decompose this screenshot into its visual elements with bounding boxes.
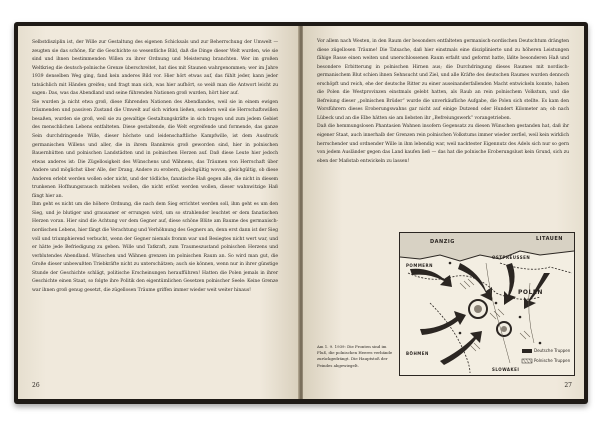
paragraph: Daß die hemmungslosen Phantasien Wahnen insofern Gegensatz zu diesen Wünschen gestanden hat, daß ihr eigener Staat, auch innerhalb der Grenzen rein polnischen Volkstums immer wieder zerfiel, weil kein wirklich herrschender und ordnender Wille in ihm lebendig war, weil nacktester Eigennutz des Adels sich nur so gern von jedem Ausländer gegen das Land kaufen ließ — das hat die polnische Eroberungslust kein Grund, sich zu eben der Maßstab entwickeln zu lassen! (317, 124, 569, 164)
german-advance (420, 311, 466, 335)
paragraph: Vor allem nach Westen, in den Raum der besonders entfalteten germanisch-nordischen Deutschtum drängten diese zügellosen Träume! Die Tatsache, daß hier einstmals eine disziplinierte und zu höheren Leistungen fähige Rasse einen weiten und unerschlossenen Raum erfaßt und geformt hatte, läßte besonderen Haß und besondere Erbitterung in polnischen Hirnen aus; die Durchdringung dieses Raumes mit nordisch-germanischem Blut schien ihnen Sehnsucht und Ziel, und alle Kräfte des deutschen Raumes wurden dennoch erschöpft und reich, ehe der deutsche Ritter zu einer auseinanderfallenden Macht entwickeln konnte, haben die Polen die Westprovinzen einstmals gelebt hatten, als Raub an rein polnischem Volkstum, und die Befreiung dieser „polnischen Brüder“ wurde die unverkäufliche Aufgabe, die Polen sich stellte. Es kam den Worsführern dieses Eroberungswahns gar nicht auf einige Dutzend oder Hundert Kilometer an; ob nach Lübeck und an die Elbe hätten sie am liebsten ihr „Befreiungswerk“ vorangetrieben. (317, 39, 569, 121)
legend-swatch-german (522, 349, 532, 353)
legend-german: Deutsche Truppen (534, 348, 571, 353)
map-caption: Am 1. 9. 1939: Die Fronten sind im Fluß, die polnischen Heeres verbände zurückgedrängt. Die Hauptstoß der Feindes abgewiegelt. (317, 344, 393, 368)
map-label-danzig: DANZIG (430, 239, 455, 245)
map-label-ostpreussen: OSTPREUSSEN (492, 255, 531, 260)
page-number: 27 (564, 382, 572, 389)
open-book (14, 22, 588, 404)
map-label-slowakei: SLOWAKEI (492, 367, 520, 372)
paragraph: Sie wurden ja nicht etwa groß, diese führenden Nationen des Abendlandes, weil sie in einem ewigen träumenden und passiven Zustand die Umwelt auf sich wirken ließen, sondern weil sie Herrschaftswillen besaßen, wurden sie groß, weil sie zu gewaltige Gestaltungskräfte in sich trugen und zum jedem Gebiet des menschlichen Lebens entfalteten. Diese gestaltende, die Welt ergreifende und formende, das ganze Sein durchdringende Wille, dieser höchste und leidenschaftliche Kampfwille, ist dem Ausdruck germanischen Willens und aller, die in ihrem Bannkreis groß geworden sind, hier in polnischen Bauernhütten und polnischen Landstädten und in polnischen Herzen auf. Daß diese Leute hier jedoch etwas anderes ist: Die Zügellosigkeit des Wünschens und Wähnens, das Träumen von Herrschaft über Andere und möglichst über Alle, der Drang, Andere zu erobern, gleichgültig wovon, gleichgültig, ob diese Anderen erlebt werden wollen oder nicht, und der tödliche, fanatische Haß gegen alle, die nicht in diesem trunkenen Hoffnungsrausch mitleben wollen, die nicht erlöst werden wollen, dieser wahnwitzige Haß fängt hier an. (32, 99, 278, 199)
map-label-bohmen: BÖHMEN (406, 351, 429, 356)
german-advance (440, 331, 482, 365)
encirclement (501, 326, 507, 332)
left-page (18, 26, 299, 399)
map-label-polen: POLEN (518, 289, 543, 296)
map-label-pommern: POMMERN (406, 263, 433, 268)
right-page-text (317, 38, 569, 238)
paragraph: Ihm geht es nicht um die höhere Ordnung, die nach dem Sieg errichtet werden soll, ihm geht es um den Sieg, und je blutiger und grausamer er errungen wird, um so strahlender leuchtet er dem fanatischen Herzen voran. Hier sind die Achtung vor dem Gegner auf, diese schöne Blüte am Baume des germanisch-nordischen Lebens, hier fängt die Verachtung und Verhöhnung des Gegners an, denn erst dann ist der Sieg voll und triumphierend verbucht, wenn der Gegner niemals fromm war und Besiegtes nicht wert war, und er hätte jede Befriedigung zu geben. Wille und Tatkraft, zum Traumeszustand polnischen Herzens und verblutendes Abendland. Wünschen und Wähnen grenzen im polnischen Raum an. So wird man gut, die Große dieser unbewußten Triebkräfte nicht zu unterschätzen; auch sie können, wenn nur in ihrer günstige Stunde der Geschichte schlägt, politische Erscheinungen heraufführen! Hatten die Polen jemals in ihrer Geschichte einen Staat, so folgte ihre Politik den eigentümlichen Gesetzen polnischer Seele: Keine Grenze war ihnen groß genug gesetzt, die zügellosen Träume griffen immer wieder weit weiter hinaus! (32, 202, 278, 293)
river (486, 263, 510, 363)
encirclement (474, 305, 482, 313)
legend-polish: Polnische Truppen (534, 358, 571, 363)
paragraph: Selbstdisziplin ist, der Wille zur Gestaltung des eigenen Schicksals und zur Beherrschung der Umwelt — zeugten sie das schöne, für die Geschichte so wesentliche Bild, daß die Dinge dieser Welt wurden, wie sie sind und ihnen bestimmenden Willen zu ihrer Ordnung und Meisterung branchten. Wer im großen Weltkrieg die deutsch-polnische Grenze überschreitet, hat dies mit Staunen wahrgenommen; wer im Jahre 1939 denselben Weg ging, fand kein anderes Bild vor. Hier hört etwas auf, das fühlt jeder, kann jeder tatsächlich mit Händen greifen; und fragt man sich, was hier aufhört, so weiß man die Antwort leicht zu sagen: Das, was das Abendland und seine führenden Nationen groß wurden, hört hier auf. (32, 40, 278, 97)
german-advance (410, 269, 452, 287)
right-page (303, 26, 584, 399)
campaign-map (399, 232, 575, 376)
left-page-text (32, 39, 278, 375)
page-number: 26 (32, 382, 40, 389)
map-label-litauen: LITAUEN (536, 236, 563, 242)
border-line (430, 303, 470, 373)
